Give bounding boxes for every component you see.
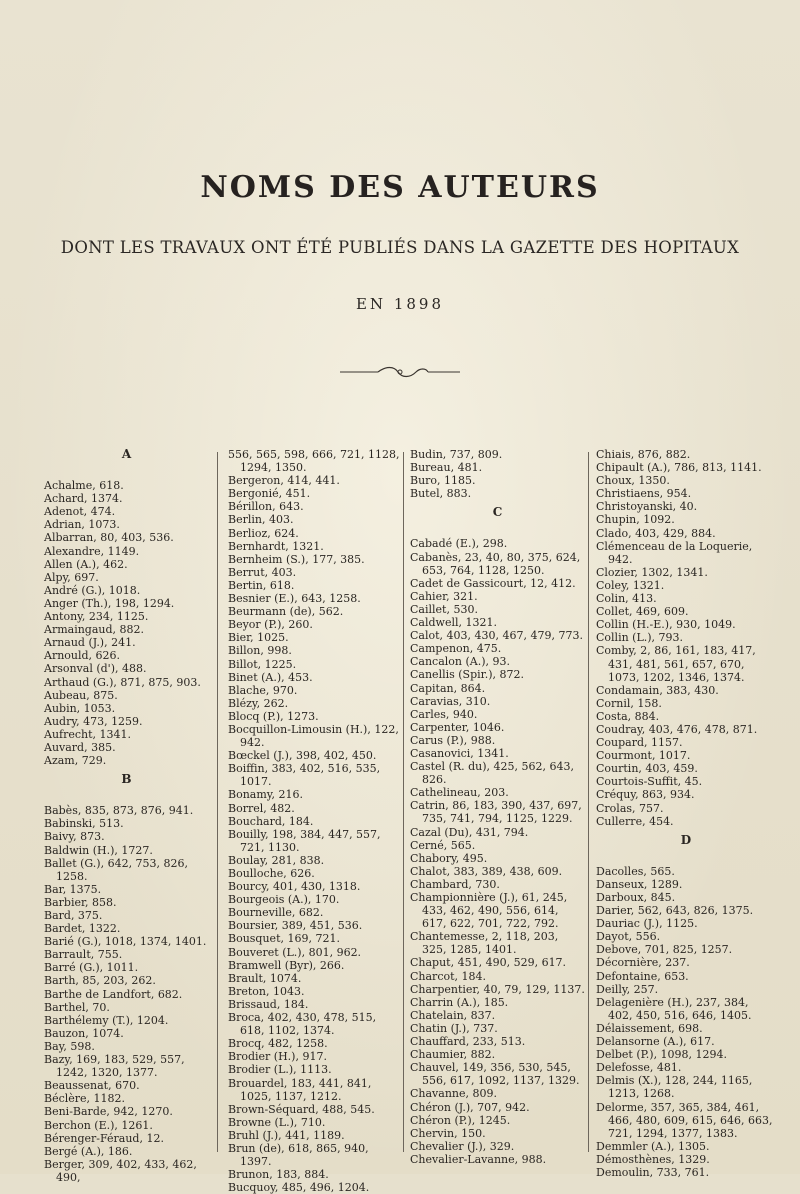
author-entry: Auvard, 385. [44, 740, 116, 754]
author-entry: Bérillon, 643. [228, 500, 304, 514]
author-entry: Berrut, 403. [228, 565, 297, 579]
author-entry: Delorme, 357, 365, 384, 461, 466, 480, 609, 615, 646, 663, 721, 1294, 1377, 1383. [596, 1100, 773, 1140]
author-entry: Coupard, 1157. [596, 736, 683, 750]
author-entry: Cabadé (E.), 298. [410, 537, 508, 551]
author-entry: Bourgeois (A.), 170. [228, 893, 340, 907]
author-entry: Cerné, 565. [410, 838, 476, 852]
index-column-2 [228, 448, 400, 1194]
author-entry: Chauvel, 149, 356, 530, 545, 556, 617, 1092, 1137, 1329. [410, 1061, 580, 1088]
author-entry: Boulloche, 626. [228, 867, 315, 880]
author-entry: Delbet (P.), 1098, 1294. [596, 1048, 728, 1062]
author-entry: Chevalier-Lavanne, 988. [410, 1152, 547, 1166]
index-column-1 [44, 448, 209, 1184]
author-entry: Campenon, 475. [410, 642, 502, 656]
author-entry: Brun (de), 618, 865, 940, 1397. [228, 1141, 369, 1169]
author-entry: Bar, 1375. [44, 882, 102, 896]
author-entry: Berchon (E.), 1261. [44, 1118, 153, 1132]
author-entry: Demoulin, 733, 761. [596, 1165, 710, 1179]
author-entry: Aubeau, 875. [44, 688, 118, 702]
author-entry: Brown-Séquard, 488, 545. [228, 1102, 375, 1116]
author-entry: Blache, 970. [228, 683, 298, 697]
author-entry: Budin, 737, 809. [410, 448, 503, 461]
author-entry: Cornil, 158. [596, 696, 662, 710]
author-entry: Beurmann (de), 562. [228, 605, 344, 619]
author-entry: Barré (G.), 1011. [44, 961, 139, 975]
author-entry: Debove, 701, 825, 1257. [596, 943, 733, 957]
author-entry: Canellis (Spir.), 872. [410, 668, 524, 682]
author-entry: Bergé (A.), 186. [44, 1144, 133, 1158]
author-entry: Darier, 562, 643, 826, 1375. [596, 904, 754, 918]
author-entry: Barthel, 70. [44, 1000, 110, 1014]
author-entry: Deilly, 257. [596, 982, 659, 996]
author-entry: Darboux, 845. [596, 891, 676, 904]
author-entry: Arnaud (J.), 241. [44, 636, 136, 650]
author-entry: Décornière, 237. [596, 956, 690, 970]
author-entry: Bocquillon-Limousin (H.), 122, 942. [228, 722, 399, 750]
author-entry: Brissaud, 184. [228, 997, 309, 1011]
author-entry: Calot, 403, 430, 467, 479, 773. [410, 629, 583, 643]
index-column-3 [410, 448, 585, 1166]
author-entry: Delefosse, 481. [596, 1061, 682, 1075]
author-entry: Delmis (X.), 128, 244, 1165, 1213, 1268. [596, 1074, 753, 1101]
author-entry: Courtin, 403, 459. [596, 762, 698, 776]
author-entry: Bergonié, 451. [228, 487, 311, 501]
author-entry: Bœckel (J.), 398, 402, 450. [228, 749, 377, 763]
author-entry: Butel, 883. [410, 487, 472, 501]
author-entry: Collin (L.), 793. [596, 631, 684, 645]
author-entry: Chalot, 383, 389, 438, 609. [410, 864, 563, 878]
author-entry: Defontaine, 653. [596, 969, 689, 983]
author-entry: Barth, 85, 203, 262. [44, 974, 156, 988]
author-entry: Berlioz, 624. [228, 526, 299, 540]
author-entry: Bernheim (S.), 177, 385. [228, 552, 365, 566]
author-entry: Adenot, 474. [44, 505, 116, 519]
author-entry: Allen (A.), 462. [44, 557, 128, 571]
author-entry: Bardet, 1322. [44, 922, 121, 936]
author-entry: Délaissement, 698. [596, 1021, 703, 1035]
author-entry: Chipault (A.), 786, 813, 1141. [596, 461, 762, 475]
author-entry: Blocq (P.), 1273. [228, 709, 319, 723]
author-entry: Delansorne (A.), 617. [596, 1035, 715, 1049]
author-entry: Crolas, 757. [596, 801, 664, 815]
author-entry: Capitan, 864. [410, 681, 486, 695]
author-entry: Chatin (J.), 737. [410, 1021, 498, 1035]
author-entry: 556, 565, 598, 666, 721, 1128, 1294, 1350. [228, 448, 400, 475]
author-entry: Bernhardt, 1321. [228, 539, 324, 553]
author-entry: Condamain, 383, 430. [596, 683, 719, 697]
author-entry: Chiais, 876, 882. [596, 448, 691, 461]
author-entry: Achalme, 618. [44, 479, 124, 493]
author-entry: Chaput, 451, 490, 529, 617. [410, 956, 567, 970]
author-entry: Chantemesse, 2, 118, 203, 325, 1285, 1401. [410, 930, 559, 957]
author-entry: Comby, 2, 86, 161, 183, 417, 431, 481, 561, 657, 670, 1073, 1202, 1346, 1374. [596, 644, 756, 684]
author-entry: Casanovici, 1341. [410, 746, 509, 760]
author-entry: Castel (R. du), 425, 562, 643, 826. [410, 760, 575, 787]
author-entry: Caillet, 530. [410, 602, 478, 616]
author-entry: Béclère, 1182. [44, 1092, 126, 1106]
author-entry: Chéron (P.), 1245. [410, 1113, 511, 1127]
author-entry: Billot, 1225. [228, 657, 297, 671]
author-entry: Beyor (P.), 260. [228, 618, 313, 632]
author-entry: Barbier, 858. [44, 895, 117, 909]
author-entry: Courmont, 1017. [596, 749, 691, 763]
author-entry: Audry, 473, 1259. [44, 714, 143, 728]
author-entry: Bérenger-Féraud, 12. [44, 1131, 164, 1145]
author-entry: Chervin, 150. [410, 1126, 486, 1140]
author-entry: André (G.), 1018. [44, 583, 141, 597]
author-entry: Boiffin, 383, 402, 516, 535, 1017. [228, 762, 381, 789]
author-entry: Brunon, 183, 884. [228, 1168, 329, 1182]
author-entry: Barrault, 755. [44, 948, 123, 962]
author-entry: Bourcy, 401, 430, 1318. [228, 880, 361, 894]
author-entry: Cadet de Gassicourt, 12, 412. [410, 576, 576, 590]
author-entry: Chatelain, 837. [410, 1008, 496, 1022]
author-entry: Bier, 1025. [228, 631, 289, 645]
section-letter: B [121, 772, 132, 787]
author-entry: Chauffard, 233, 513. [410, 1035, 526, 1049]
author-entry: Babès, 835, 873, 876, 941. [44, 804, 194, 818]
author-entry: Delagenière (H.), 237, 384, 402, 450, 516, 646, 1405. [596, 995, 752, 1022]
author-entry: Charcot, 184. [410, 969, 487, 983]
author-entry: Bramwell (Byr), 266. [228, 958, 345, 972]
author-entry: Aufrecht, 1341. [44, 727, 132, 741]
author-entry: Billon, 998. [228, 644, 292, 658]
author-entry: Arnould, 626. [44, 649, 121, 663]
author-entry: Championnière (J.), 61, 245, 433, 462, 490, 556, 614, 617, 622, 701, 722, 792. [410, 891, 568, 931]
author-entry: Brocq, 482, 1258. [228, 1037, 328, 1051]
author-entry: Broca, 402, 430, 478, 515, 618, 1102, 1374. [228, 1011, 377, 1038]
author-entry: Clozier, 1302, 1341. [596, 565, 708, 579]
author-entry: Christiaens, 954. [596, 487, 692, 501]
author-entry: Collet, 469, 609. [596, 605, 689, 619]
author-entry: Alexandre, 1149. [44, 544, 140, 558]
author-entry: Clado, 403, 429, 884. [596, 526, 716, 540]
author-entry: Chambard, 730. [410, 877, 500, 891]
author-entry: Barié (G.), 1018, 1374, 1401. [44, 935, 207, 949]
page-subtitle: DONT LES TRAVAUX ONT ÉTÉ PUBLIÉS DANS LA GAZETTE DES HOPITAUX [60, 238, 740, 257]
author-entry: Clémenceau de la Loquerie, 942. [596, 539, 753, 566]
author-entry: Courtois-Suffit, 45. [596, 775, 703, 789]
author-entry: Bousquet, 169, 721. [228, 932, 340, 946]
author-entry: Costa, 884. [596, 709, 660, 723]
author-entry: Bruhl (J.), 441, 1189. [228, 1128, 345, 1142]
author-entry: Buro, 1185. [410, 474, 476, 488]
author-entry: Breton, 1043. [228, 984, 305, 998]
author-entry: Caldwell, 1321. [410, 616, 497, 630]
author-entry: Brodier (L.), 1113. [228, 1063, 332, 1077]
author-entry: Chupin, 1092. [596, 513, 675, 527]
author-entry: Albarran, 80, 403, 536. [44, 531, 174, 545]
author-entry: Bonamy, 216. [228, 788, 304, 802]
author-entry: Bay, 598. [44, 1039, 95, 1053]
author-entry: Anger (Th.), 198, 1294. [44, 596, 175, 610]
author-entry: Chéron (J.), 707, 942. [410, 1100, 530, 1114]
author-entry: Choux, 1350. [596, 474, 670, 488]
author-entry: Bouveret (L.), 801, 962. [228, 945, 362, 959]
author-entry: Ballet (G.), 642, 753, 826, 1258. [44, 856, 189, 883]
author-entry: Chavanne, 809. [410, 1087, 497, 1101]
author-entry: Alpy, 697. [44, 570, 99, 584]
author-entry: Cahier, 321. [410, 589, 478, 603]
author-entry: Bard, 375. [44, 909, 103, 922]
author-entry: Danseux, 1289. [596, 877, 683, 891]
author-entry: Cathelineau, 203. [410, 786, 509, 800]
author-entry: Binet (A.), 453. [228, 670, 313, 684]
author-entry: Démosthènes, 1329. [596, 1152, 710, 1166]
author-entry: Berger, 309, 402, 433, 462, 490, [44, 1157, 197, 1184]
author-entry: Azam, 729. [44, 754, 107, 768]
author-entry: Arthaud (G.), 871, 875, 903. [44, 675, 201, 689]
author-entry: Babinski, 513. [44, 817, 124, 831]
author-entry: Barthélemy (T.), 1204. [44, 1013, 169, 1027]
author-entry: Brault, 1074. [228, 971, 302, 985]
author-entry: Berlin, 403. [228, 513, 294, 527]
author-entry: Créquy, 863, 934. [596, 788, 695, 802]
author-entry: Coudray, 403, 476, 478, 871. [596, 722, 758, 736]
author-entry: Colin, 413. [596, 592, 657, 606]
author-entry: Bucquoy, 485, 496, 1204. [228, 1181, 370, 1194]
author-entry: Bureau, 481. [410, 461, 483, 475]
author-entry: Bauzon, 1074. [44, 1026, 124, 1040]
author-entry: Bourneville, 682. [228, 906, 324, 920]
author-index [0, 447, 800, 1194]
year-heading: EN 1898 [355, 295, 445, 313]
author-entry: Charrin (A.), 185. [410, 995, 509, 1009]
section-letter: A [121, 447, 132, 461]
author-entry: Cabanès, 23, 40, 80, 375, 624, 653, 764, 1128, 1250. [410, 550, 581, 577]
ornament-divider [340, 365, 460, 379]
author-entry: Dauriac (J.), 1125. [596, 917, 698, 931]
index-column-4 [596, 448, 776, 1179]
author-entry: Chabory, 495. [410, 851, 488, 865]
author-entry: Boulay, 281, 838. [228, 853, 325, 867]
author-entry: Armaingaud, 882. [44, 623, 145, 637]
author-entry: Carpenter, 1046. [410, 720, 505, 734]
author-entry: Boursier, 389, 451, 536. [228, 919, 363, 933]
author-entry: Beni-Barde, 942, 1270. [44, 1105, 173, 1119]
author-entry: Bouilly, 198, 384, 447, 557, 721, 1130. [228, 827, 381, 854]
author-entry: Besnier (E.), 643, 1258. [228, 592, 361, 606]
author-entry: Coley, 1321. [596, 578, 665, 592]
author-entry: Achard, 1374. [44, 492, 123, 506]
author-entry: Baldwin (H.), 1727. [44, 843, 153, 857]
author-entry: Beaussenat, 670. [44, 1079, 140, 1093]
author-entry: Dacolles, 565. [596, 864, 675, 878]
author-entry: Brouardel, 183, 441, 841, 1025, 1137, 1212. [228, 1076, 372, 1103]
author-entry: Aubin, 1053. [44, 701, 116, 715]
author-entry: Arsonval (d'), 488. [44, 662, 147, 676]
author-entry: Cullerre, 454. [596, 814, 674, 828]
author-entry: Dayot, 556. [596, 930, 661, 944]
author-entry: Catrin, 86, 183, 390, 437, 697, 735, 741, 794, 1125, 1229. [410, 799, 582, 826]
page-title: NOMS DES AUTEURS [200, 170, 600, 205]
author-entry: Bergeron, 414, 441. [228, 474, 340, 488]
author-entry: Blézy, 262. [228, 696, 289, 710]
section-letter: D [680, 832, 692, 847]
author-entry: Bouchard, 184. [228, 814, 314, 828]
author-entry: Cancalon (A.), 93. [410, 655, 511, 669]
author-entry: Barthe de Landfort, 682. [44, 987, 183, 1001]
author-entry: Caravias, 310. [410, 694, 491, 708]
author-entry: Collin (H.-E.), 930, 1049. [596, 618, 736, 632]
author-entry: Carus (P.), 988. [410, 733, 496, 747]
author-entry: Charpentier, 40, 79, 129, 1137. [410, 982, 585, 996]
author-entry: Chevalier (J.), 329. [410, 1139, 515, 1153]
author-entry: Demmler (A.), 1305. [596, 1139, 710, 1153]
author-entry: Brodier (H.), 917. [228, 1050, 327, 1064]
author-entry: Browne (L.), 710. [228, 1115, 326, 1129]
author-entry: Chaumier, 882. [410, 1048, 496, 1062]
author-entry: Bertin, 618. [228, 578, 295, 592]
author-entry: Adrian, 1073. [44, 518, 120, 532]
author-entry: Borrel, 482. [228, 801, 295, 815]
author-entry: Cazal (Du), 431, 794. [410, 825, 529, 839]
author-entry: Carles, 940. [410, 707, 478, 721]
author-entry: Christoyanski, 40. [596, 500, 698, 514]
section-letter: C [492, 505, 503, 520]
author-entry: Antony, 234, 1125. [44, 610, 149, 624]
author-entry: Bazy, 169, 183, 529, 557, 1242, 1320, 1377. [44, 1053, 185, 1080]
author-entry: Baivy, 873. [44, 830, 105, 844]
